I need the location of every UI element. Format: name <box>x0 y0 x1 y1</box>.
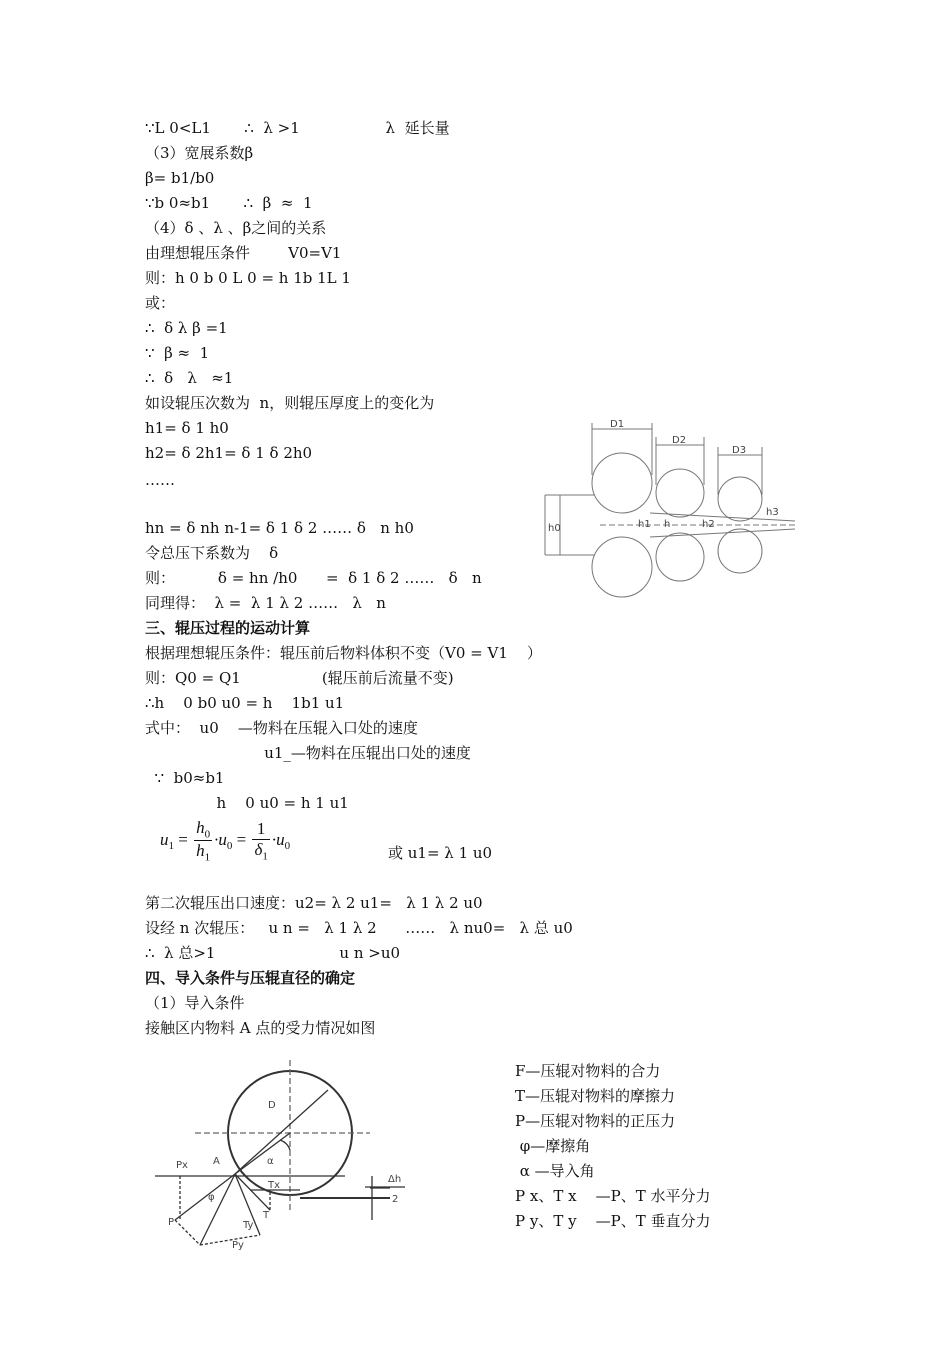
text-line: u1_—物料在压辊出口处的速度 <box>145 744 471 762</box>
label-Py: Py <box>232 1240 244 1251</box>
label-D: D <box>268 1100 276 1111</box>
section-heading: 三、辊压过程的运动计算 <box>145 619 311 637</box>
label-h0: h0 <box>548 523 561 534</box>
text-line: ∴ λ 总>1 u n >u0 <box>145 944 401 962</box>
legend-item: F—压辊对物料的合力 <box>515 1062 661 1080</box>
label-delta-h: Δh <box>388 1174 402 1185</box>
text-line: 如设辊压次数为 n，则辊压厚度上的变化为 <box>145 394 435 412</box>
text-line: 根据理想辊压条件：辊压前后物料体积不变（V0 = V1 ） <box>145 644 542 662</box>
text-line: …… <box>145 471 175 489</box>
text-line: 接触区内物料 A 点的受力情况如图 <box>145 1019 376 1037</box>
label-h2: h2 <box>702 519 715 530</box>
label-phi: φ <box>208 1192 215 1203</box>
text-line: 由理想辊压条件 V0=V1 <box>145 244 342 262</box>
legend-item: φ—摩擦角 <box>515 1137 591 1155</box>
text-line: β= b1/b0 <box>145 169 215 187</box>
label-D1: D1 <box>610 419 625 430</box>
text-line: ∴h 0 b0 u0 = h 1b1 u1 <box>145 694 345 712</box>
legend-item: P y、T y —P、T 垂直分力 <box>515 1212 711 1230</box>
fraction-h0-h1: $\frac{h_0}{h_1}$ <box>196 818 211 864</box>
velocity-formula: $u_1$ = $\frac{h_0}{h_1}$ $\cdot u_0$ = $\frac{1}{\delta_1}$ $\cdot u_0$ <box>160 818 291 864</box>
text-line: h1= δ 1 h0 <box>145 419 229 437</box>
text-line: hn = δ nh n-1= δ 1 δ 2 …… δ n h0 <box>145 519 414 537</box>
text-line: （3）宽展系数β <box>145 144 254 162</box>
section-heading: 四、导入条件与压辊直径的确定 <box>145 969 356 987</box>
formula-alt: 或 u1= λ 1 u0 <box>388 844 493 862</box>
legend-item: P x、T x —P、T 水平分力 <box>515 1187 711 1205</box>
label-D2: D2 <box>672 435 687 446</box>
text-line: ∵ β ≈ 1 <box>145 344 210 362</box>
text-line: h2= δ 2h1= δ 1 δ 2h0 <box>145 444 313 462</box>
label-Px: Px <box>176 1160 188 1171</box>
text-line: 则：Q0 = Q1 (辊压前后流量不变) <box>145 669 454 687</box>
label-h3: h3 <box>766 507 779 518</box>
label-two: 2 <box>392 1194 399 1205</box>
text-line: 则：h 0 b 0 L 0 = h 1b 1L 1 <box>145 269 351 287</box>
text-line: ∵ b0≈b1 <box>145 769 225 787</box>
label-D3: D3 <box>732 445 747 456</box>
text-line: ∵b 0≈b1 ∴ β ≈ 1 <box>145 194 313 212</box>
text-line: 设经 n 次辊压： u n = λ 1 λ 2 …… λ nu0= λ 总 u0 <box>145 919 573 937</box>
label-A: A <box>213 1156 220 1167</box>
roll-force-figure <box>150 1060 420 1255</box>
label-Ty: Ty <box>243 1220 254 1231</box>
text-line: 或： <box>145 294 176 312</box>
label-P: P <box>168 1217 175 1228</box>
text-line: （4）δ 、λ 、β之间的关系 <box>145 219 327 237</box>
fraction-1-delta1: $\frac{1}{\delta_1}$ <box>254 819 268 863</box>
text-line: 则： δ = hn /h0 = δ 1 δ 2 …… δ n <box>145 569 482 587</box>
text-line: 式中： u0 —物料在压辊入口处的速度 <box>145 719 418 737</box>
text-line: （1）导入条件 <box>145 994 245 1012</box>
legend-item: α —导入角 <box>515 1162 595 1180</box>
text-line: h 0 u0 = h 1 u1 <box>145 794 349 812</box>
label-T: T <box>263 1210 270 1221</box>
text-line: 第二次辊压出口速度：u2= λ 2 u1= λ 1 λ 2 u0 <box>145 894 483 912</box>
label-h1: h1 <box>638 519 651 530</box>
label-Tx: Tx <box>268 1180 281 1191</box>
multi-pass-roll-figure <box>540 415 800 605</box>
legend-item: P—压辊对物料的正压力 <box>515 1112 676 1130</box>
label-alpha: α <box>267 1156 274 1167</box>
text-line: ∴ δ λ β =1 <box>145 319 228 337</box>
legend-item: T—压辊对物料的摩擦力 <box>515 1087 676 1105</box>
text-line: ∵L 0<L1 ∴ λ >1 λ 延长量 <box>145 119 450 137</box>
label-h: h <box>664 519 671 530</box>
text-line: ∴ δ λ ≈1 <box>145 369 234 387</box>
text-line: 同理得： λ = λ 1 λ 2 …… λ n <box>145 594 386 612</box>
text-line: 令总压下系数为 δ <box>145 544 279 562</box>
